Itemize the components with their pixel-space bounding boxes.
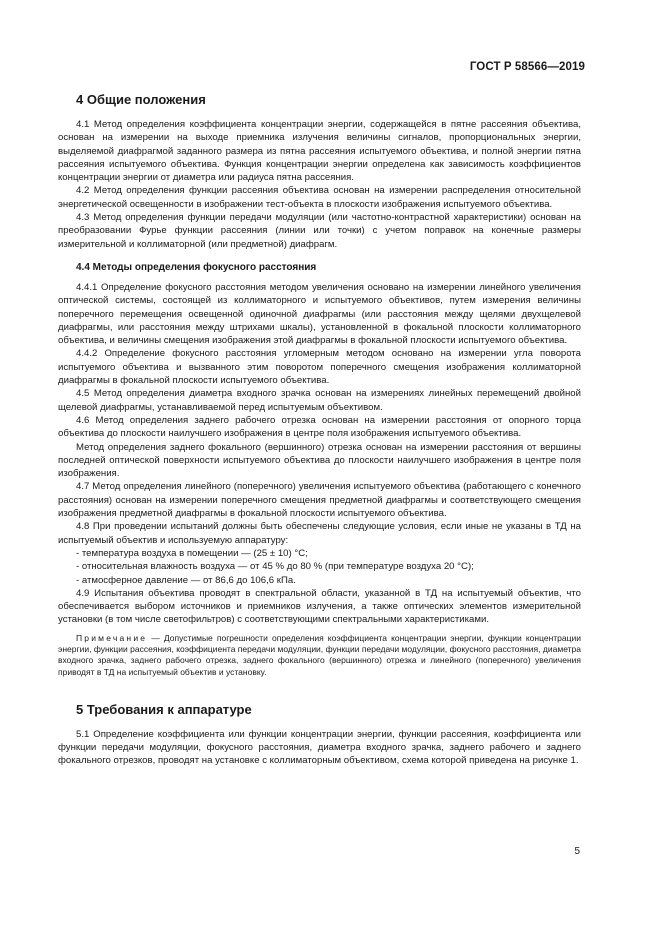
paragraph-4-4-2: 4.4.2 Определение фокусного расстояния угломерным методом основано на измерении угла поворота испытуемого объектива и вызванного этим поворотом поперечного смещения изображения коллиматорной диафрагмы в фокальной плоскости испытуемого объектива. <box>58 348 581 387</box>
paragraph-4-4-1: 4.4.1 Определение фокусного расстояния методом увеличения основано на измерении линейного увеличения оптической системы, состоящей из коллиматорного и испытуемого объективов, путем измерения величины поперечного перемещения освещенной одиночной диафрагмы (или расстояния между щелями двухщелевой диафрагмы, или расстояния между штрихами шкалы), установленной в фокальной плоскости коллиматорного объектива, и величины смещения изображения этой диафрагмы в фокальной плоскости испытуемого объектива. <box>58 281 581 347</box>
paragraph-4-8: 4.8 При проведении испытаний должны быть обеспечены следующие условия, если иные не указаны в ТД на испытуемый объектив и используемую аппаратуру: <box>58 521 581 546</box>
paragraph-4-3: 4.3 Метод определения функции передачи модуляции (или частотно-контрастной характеристики) основан на преобразовании Фурье функции рассеяния (линии или точки) с учетом поправок на конечные размеры измерительной и коллиматорной (или предметной) диафрагм. <box>58 212 581 250</box>
note-block <box>58 633 581 678</box>
note-text: — Допустимые погрешности определения коэффициента концентрации энергии, функции концентрации энергии, функции рассеяния, коэффициента передачи модуляции, функции передачи модуляции, фокусного расстояния, диаметра входного зрачка, заднего рабочего отрезка, заднего фокального (вершинного) отрезка и линейного (поперечного) увеличения приводят в ТД на испытуемый объектив и установку. <box>58 632 581 677</box>
note-label: Примечание <box>76 632 148 643</box>
condition-humidity: - относительная влажность воздуха — от 45 % до 80 % (при температуре воздуха 20 °С); <box>76 561 474 573</box>
page-number: 5 <box>574 846 580 857</box>
page-content <box>58 90 581 768</box>
section-4-heading: 4 Общие положения <box>76 92 206 107</box>
document-code: ГОСТ Р 58566—2019 <box>469 61 585 73</box>
subsection-4-4-heading: 4.4 Методы определения фокусного расстояния <box>76 261 317 273</box>
condition-temperature: - температура воздуха в помещении — (25 ± 10) °С; <box>76 547 308 559</box>
paragraph-4-7: 4.7 Метод определения линейного (поперечного) увеличения испытуемого объектива (работающего с конечного расстояния) основан на измерении поперечного смещения предметной диафрагмы и соответствующего смещения изображения предметной диафрагмы в фокальной плоскости испытуемого объектива. <box>58 481 581 520</box>
paragraph-4-5: 4.5 Метод определения диаметра входного зрачка основан на измерениях линейных перемещений двойной щелевой диафрагмы, устанавливаемой перед испытуемым объективом. <box>58 388 581 413</box>
paragraph-4-9: 4.9 Испытания объектива проводят в спектральной области, указанной в ТД на испытуемый объектив, что обеспечивается выбором источников и приемников излучения, а также оптических элементов измерительной установки (в том числе светофильтров) с соответствующими спектральными характеристиками. <box>58 587 581 626</box>
section-5-heading: 5 Требования к аппаратуре <box>76 701 252 717</box>
condition-pressure: - атмосферное давление — от 86,6 до 106,6 кПа. <box>76 574 296 586</box>
paragraph-4-1: 4.1 Метод определения коэффициента концентрации энергии, содержащейся в пятне рассеяния объектива, основан на измерении на выходе приемника излучения величины сигналов, пропорциональных энергии, выделяемой диафрагмой заданного размера из пятна рассеяния испытуемого объектива, и полной энергии пятна рассеяния испытуемого объектива. Функция концентрации энергии определена как зависимость коэффициентов концентрации энергии от диаметра или радиуса пятна рассеяния. <box>58 119 581 184</box>
paragraph-5-1: 5.1 Определение коэффициента или функции концентрации энергии, функции рассеяния, коэффициента или функции передачи модуляции, фокусного расстояния, диаметра входного зрачка, заднего рабочего и заднего фокального отрезков, проводят на установке с коллиматорным объективом, схема которой приведена на рисунке 1. <box>58 728 581 767</box>
paragraph-4-6-vertex: Метод определения заднего фокального (вершинного) отрезка основан на измерении расстояния от вершины последней оптической поверхности испытуемого объектива до плоскости наилучшего изображения в центре поля изображения. <box>58 441 581 480</box>
paragraph-4-6: 4.6 Метод определения заднего рабочего отрезка основан на измерении расстояния от опорного торца объектива до плоскости наилучшего изображения в центре поля изображения испытуемого объектива. <box>58 414 581 440</box>
paragraph-4-2: 4.2 Метод определения функции рассеяния объектива основан на измерении распределения относительной энергетической освещенности в изображении тест-объекта в плоскости изображения испытуемого объектива. <box>58 185 581 210</box>
